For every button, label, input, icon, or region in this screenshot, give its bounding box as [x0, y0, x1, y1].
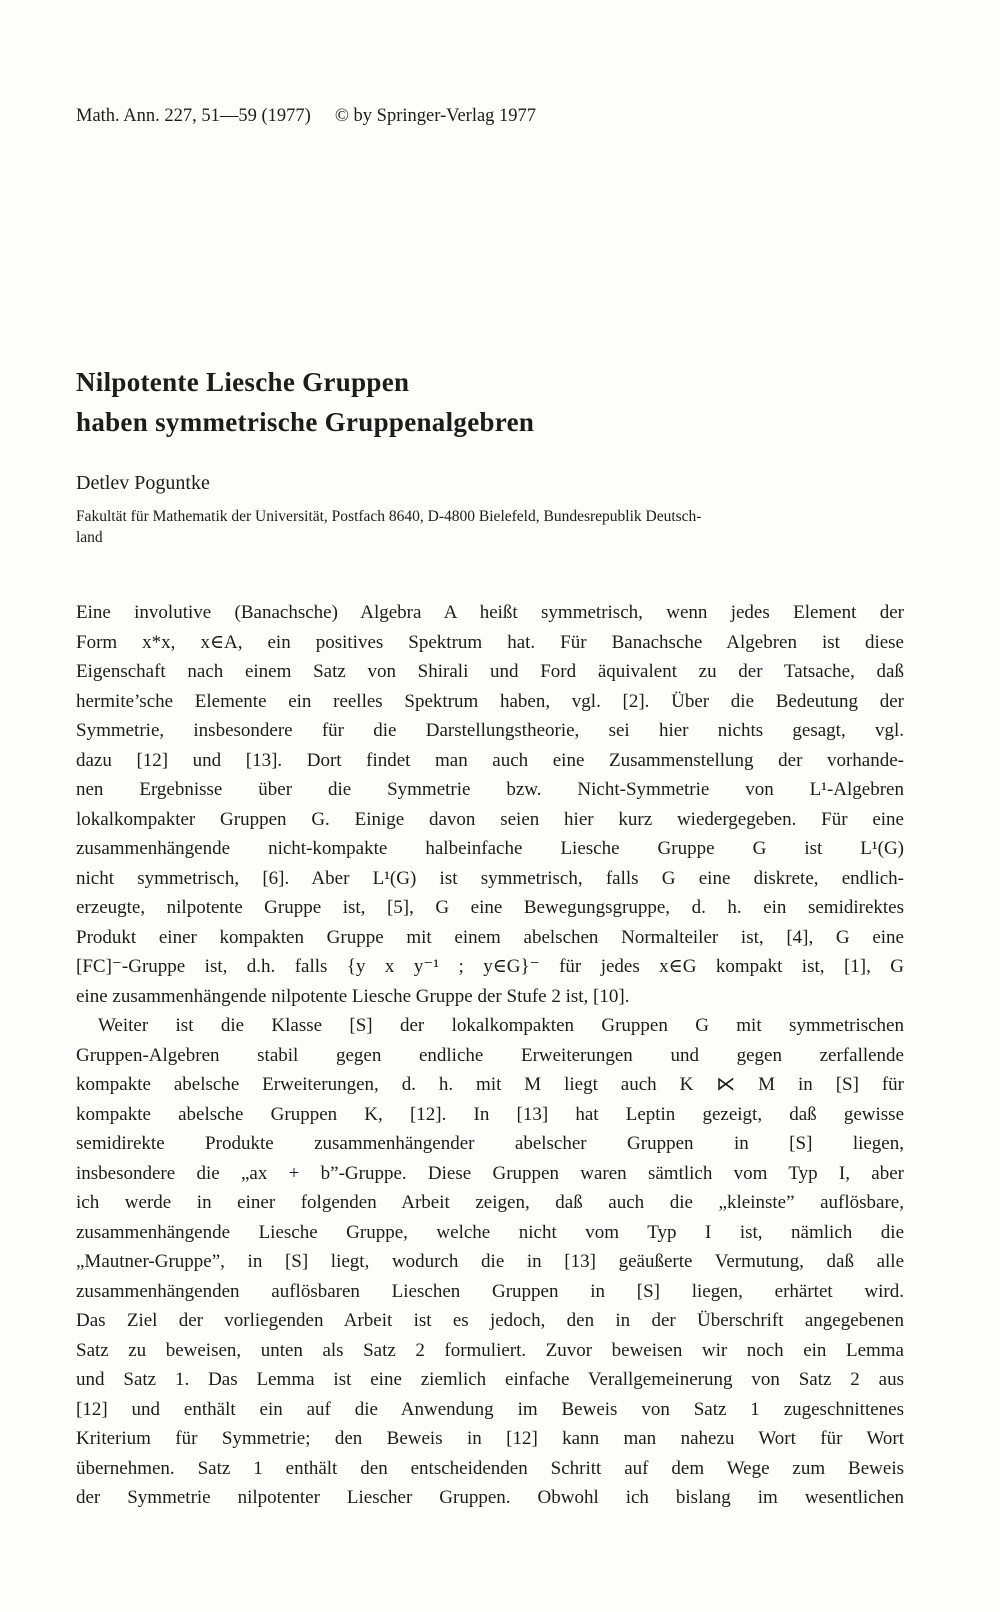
body-line: dazu [12] und [13]. Dort findet man auch eine Zusammenstellung der vorhande- [76, 749, 904, 771]
body-line: ich werde in einer folgenden Arbeit zeigen, daß auch die „kleinste” auflösbare, [76, 1192, 904, 1213]
body-text [76, 598, 904, 1513]
body-line: Kriterium für Symmetrie; den Beweis in [12] kann man nahezu Wort für Wort [76, 1428, 904, 1449]
body-line: Satz zu beweisen, unten als Satz 2 formuliert. Zuvor beweisen wir noch ein Lemma [76, 1339, 904, 1361]
body-line: insbesondere die „ax + b”-Gruppe. Diese Gruppen waren sämtlich vom Typ I, aber [76, 1162, 904, 1184]
body-line: Symmetrie, insbesondere für die Darstellungstheorie, sei hier nichts gesagt, vgl. [76, 720, 904, 741]
body-line: zusammenhängenden auflösbaren Lieschen Gruppen in [S] liegen, erhärtet wird. [76, 1280, 904, 1302]
body-line: eine zusammenhängende nilpotente Liesche Gruppe der Stufe 2 ist, [10]. [76, 985, 630, 1007]
body-line: zusammenhängende Liesche Gruppe, welche nicht vom Typ I ist, nämlich die [76, 1221, 904, 1243]
paper-title-line1: Nilpotente Liesche Gruppen [76, 367, 410, 397]
body-line: Das Ziel der vorliegenden Arbeit ist es jedoch, den in der Überschrift angegebenen [76, 1310, 904, 1331]
author-name: Detlev Poguntke [76, 472, 210, 494]
body-line: erzeugte, nilpotente Gruppe ist, [5], G eine Bewegungsgruppe, d. h. ein semidirektes [76, 897, 904, 918]
body-line: lokalkompakter Gruppen G. Einige davon seien hier kurz wiedergegeben. Für eine [76, 808, 904, 830]
body-line: Form x*x, x∈A, ein positives Spektrum hat. Für Banachsche Algebren ist diese [76, 631, 904, 653]
body-line: hermite’sche Elemente ein reelles Spektrum haben, vgl. [2]. Über die Bedeutung der [76, 690, 904, 712]
body-line: zusammenhängende nicht-kompakte halbeinfache Liesche Gruppe G ist L¹(G) [76, 838, 904, 859]
affiliation-line2: land [76, 529, 103, 546]
body-line: kompakte abelsche Erweiterungen, d. h. mit M liegt auch K ⋉ M in [S] für [76, 1074, 904, 1095]
body-line: „Mautner-Gruppe”, in [S] liegt, wodurch die in [13] geäußerte Vermutung, daß alle [76, 1251, 904, 1272]
paper-title [76, 362, 924, 442]
body-line: Eigenschaft nach einem Satz von Shirali und Ford äquivalent zu der Tatsache, daß [76, 661, 904, 682]
author-affiliation [76, 506, 912, 548]
body-line: Gruppen-Algebren stabil gegen endliche Erweiterungen und gegen zerfallende [76, 1044, 904, 1066]
body-line: Weiter ist die Klasse [S] der lokalkompakten Gruppen G mit symmetrischen [98, 1015, 904, 1036]
affiliation-line1: Fakultät für Mathematik der Universität, Postfach 8640, D-4800 Bielefeld, Bundesrepublik Deutsch- [76, 508, 702, 525]
body-line: semidirekte Produkte zusammenhängender abelscher Gruppen in [S] liegen, [76, 1133, 904, 1154]
body-line: [FC]⁻-Gruppe ist, d.h. falls {y x y⁻¹ ; y∈G}⁻ für jedes x∈G kompakt ist, [1], G [76, 956, 904, 977]
copyright-notice: © by Springer-Verlag 1977 [334, 106, 537, 126]
body-line: und Satz 1. Das Lemma ist eine ziemlich einfache Verallgemeinerung von Satz 2 aus [76, 1369, 904, 1390]
body-line: nen Ergebnisse über die Symmetrie bzw. Nicht-Symmetrie von L¹-Algebren [76, 779, 904, 800]
journal-header [76, 106, 924, 127]
body-line: Eine involutive (Banachsche) Algebra A heißt symmetrisch, wenn jedes Element der [76, 602, 904, 623]
body-line: [12] und enthält ein auf die Anwendung im Beweis von Satz 1 zugeschnittenes [76, 1398, 904, 1420]
paper-title-line2: haben symmetrische Gruppenalgebren [76, 407, 535, 437]
body-line: nicht symmetrisch, [6]. Aber L¹(G) ist symmetrisch, falls G eine diskrete, endlich- [76, 867, 904, 889]
body-line: Produkt einer kompakten Gruppe mit einem abelschen Normalteiler ist, [4], G eine [76, 926, 904, 948]
body-line: der Symmetrie nilpotenter Liescher Gruppen. Obwohl ich bislang im wesentlichen [76, 1487, 904, 1508]
journal-citation: Math. Ann. 227, 51—59 (1977) [76, 106, 311, 126]
body-line: übernehmen. Satz 1 enthält den entscheidenden Schritt auf dem Wege zum Beweis [76, 1457, 904, 1479]
body-line: kompakte abelsche Gruppen K, [12]. In [13] hat Leptin gezeigt, daß gewisse [76, 1103, 904, 1125]
